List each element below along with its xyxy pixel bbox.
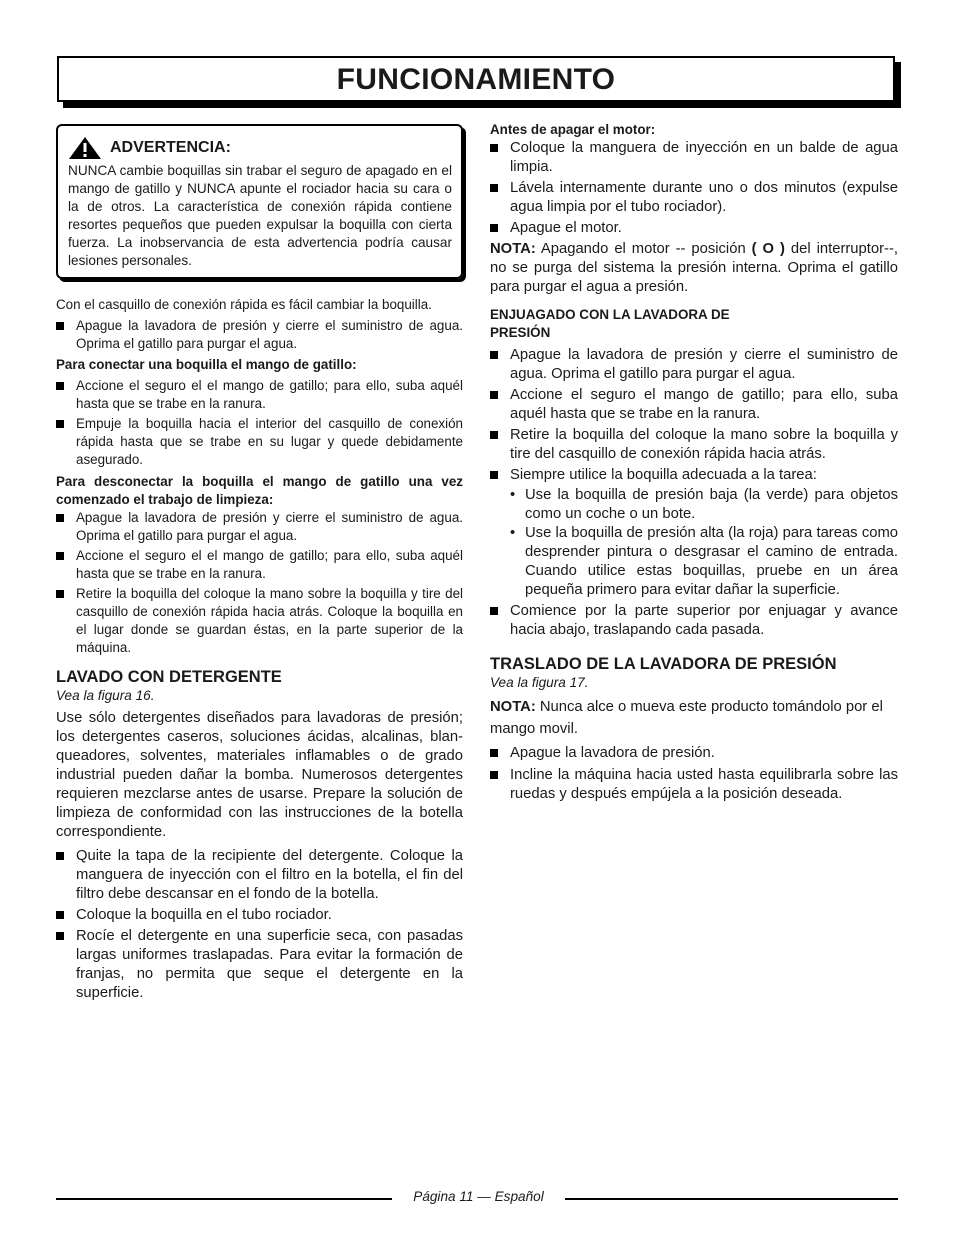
- switch-position: ( O ): [751, 241, 785, 257]
- before-stop-list: [490, 139, 898, 238]
- before-stop-heading: Antes de apagar el motor:: [490, 122, 656, 137]
- list-item: Coloque la boquilla en el tubo rociador.: [56, 906, 463, 925]
- list-item-text: Siempre utilice la boquilla adecuada a la tarea:: [510, 467, 817, 483]
- disconnect-list: [56, 509, 463, 657]
- list-item: Quite la tapa de la recipiente del detergente. Coloque la manguera de inyección con el filtro en la botella, el fin del filtro debe descansar en el fondo de la botella.: [56, 847, 463, 904]
- disconnect-heading: Para desconectar la boquilla el mango de gatillo una vez comenzado el trabajo de limpieza:: [56, 474, 463, 507]
- list-item: Coloque la manguera de inyección en un balde de agua limpia.: [490, 139, 898, 177]
- transport-section: [490, 654, 898, 804]
- detergent-paragraph: Use sólo detergentes diseñados para lavadoras de presión; los detergentes caseros, soluciones ácidas, alcalinas, blan-queadores, solventes, materiales inflamables o de grado industrial pueden dañar la bomba. Numerosos detergentes requieren mezclarse antes de usarse. Prepare la solución de limpieza de conformidad con las instrucciones de la botella correspondiente.: [56, 710, 463, 840]
- warning-header: [68, 136, 452, 160]
- list-item: Comience por la parte superior por enjuagar y avance hacia abajo, traslapando cada pasada.: [490, 602, 898, 640]
- list-item: Retire la boquilla del coloque la mano sobre la boquilla y tire del casquillo de conexión rápida hacia atrás. Coloque la boquilla en el lugar donde se guardan éstas, en la parte superior de la máquina.: [56, 585, 463, 657]
- warning-title: ADVERTENCIA:: [110, 139, 231, 156]
- detergent-section: [56, 667, 463, 1003]
- detergent-heading: LAVADO CON DETERGENTE: [56, 668, 282, 686]
- page-header: [57, 56, 895, 102]
- transport-note: [490, 696, 898, 740]
- list-item: Apague el motor.: [490, 219, 898, 238]
- list-item: Incline la máquina hacia usted hasta equilibrarla sobre las ruedas y después empújela a la posición deseada.: [490, 766, 898, 804]
- warning-triangle-icon: [68, 136, 102, 160]
- list-item: Apague la lavadora de presión y cierre el suministro de agua. Oprima el gatillo para purgar el agua.: [490, 346, 898, 384]
- warning-body: NUNCA cambie boquillas sin trabar el seguro de apagado en el mango de gatillo y NUNCA apunte el rociador hacia su cara o la de otros. La característica de conexión rápida contiene resortes pequeños que pueden expulsar la boquilla con cierta fuerza. La inobservancia de esta advertencia podría causar lesiones personales.: [68, 163, 452, 268]
- list-item: Apague la lavadora de presión y cierre el suministro de agua. Oprima el gatillo para purgar el agua.: [56, 317, 463, 353]
- connect-list: [56, 377, 463, 469]
- left-column: [56, 124, 463, 1003]
- right-column: [490, 121, 898, 804]
- nozzle-sub-list: [510, 486, 898, 600]
- list-item: Empuje la boquilla hacia el interior del casquillo de conexión rápida hasta que se trabe en su lugar y quede debidamente asegurado.: [56, 415, 463, 469]
- sub-list-item: • Use la boquilla de presión alta (la roja) para tareas como desprender pintura o desgrasar el camino de entrada. Cuando utilice estas boquillas, pruebe en un área pequeña primero para evitar dañar la superficie.: [510, 524, 898, 600]
- note-text-pre: Apagando el motor -- posición: [535, 241, 752, 257]
- list-item: Accione el seguro el el mango de gatillo; para ello, suba aquél hasta que se trabe en la ranura.: [56, 547, 463, 583]
- list-item: Apague la lavadora de presión y cierre el suministro de agua. Oprima el gatillo para purgar el agua.: [56, 509, 463, 545]
- sub-list-item: • Use la boquilla de presión baja (la verde) para objetos como un coche o un bote.: [510, 486, 898, 524]
- transport-figure-ref: Vea la figura 17.: [490, 675, 589, 690]
- list-item: Accione el seguro el el mango de gatillo; para ello, suba aquél hasta que se trabe en la ranura.: [56, 377, 463, 413]
- list-item: Lávela internamente durante uno o dos minutos (expulse agua limpia por el tubo rociador).: [490, 179, 898, 217]
- list-item: [490, 466, 898, 600]
- note-label: NOTA:: [490, 241, 536, 257]
- detergent-figure-ref: Vea la figura 16.: [56, 688, 155, 703]
- rinse-list: [490, 346, 898, 640]
- transport-heading: TRASLADO DE LA LAVADORA DE PRESIÓN: [490, 655, 837, 673]
- note-text: Nunca alce o mueva este producto tomándolo por el mango movil.: [490, 699, 883, 737]
- list-item: Accione el seguro el mango de gatillo; para ello, suba aquél hasta que se trabe en la ranura.: [490, 386, 898, 424]
- footer-rule-right: [565, 1198, 898, 1200]
- intro-text: Con el casquillo de conexión rápida es fácil cambiar la boquilla.: [56, 297, 432, 312]
- rinse-heading: ENJUAGADO CON LA LAVADORA DE PRESIÓN: [490, 307, 730, 340]
- note-motor: [490, 240, 898, 297]
- list-item: Retire la boquilla del coloque la mano sobre la boquilla y tire del casquillo de conexión rápida hacia atrás.: [490, 426, 898, 464]
- detergent-list: [56, 847, 463, 1003]
- connect-heading: Para conectar una boquilla el mango de gatillo:: [56, 357, 357, 372]
- intro-list: [56, 317, 463, 353]
- page-title: FUNCIONAMIENTO: [336, 63, 616, 96]
- note-text-post: del interruptor--, no se purga del sistema la presión interna. Oprima el gatillo para purgar el agua a presión.: [490, 241, 898, 295]
- list-item: Rocíe el detergente en una superficie seca, con pasadas largas uniformes traslapadas. Para evitar la formación de franjas, no permita que seque el detergente en la superficie.: [56, 927, 463, 1003]
- footer-rule-left: [56, 1198, 392, 1200]
- transport-list: [490, 744, 898, 804]
- list-item: Apague la lavadora de presión.: [490, 744, 898, 763]
- note-label: NOTA:: [490, 699, 536, 715]
- page-footer: Página 11 — Español: [413, 1189, 544, 1204]
- warning-box: [56, 124, 463, 279]
